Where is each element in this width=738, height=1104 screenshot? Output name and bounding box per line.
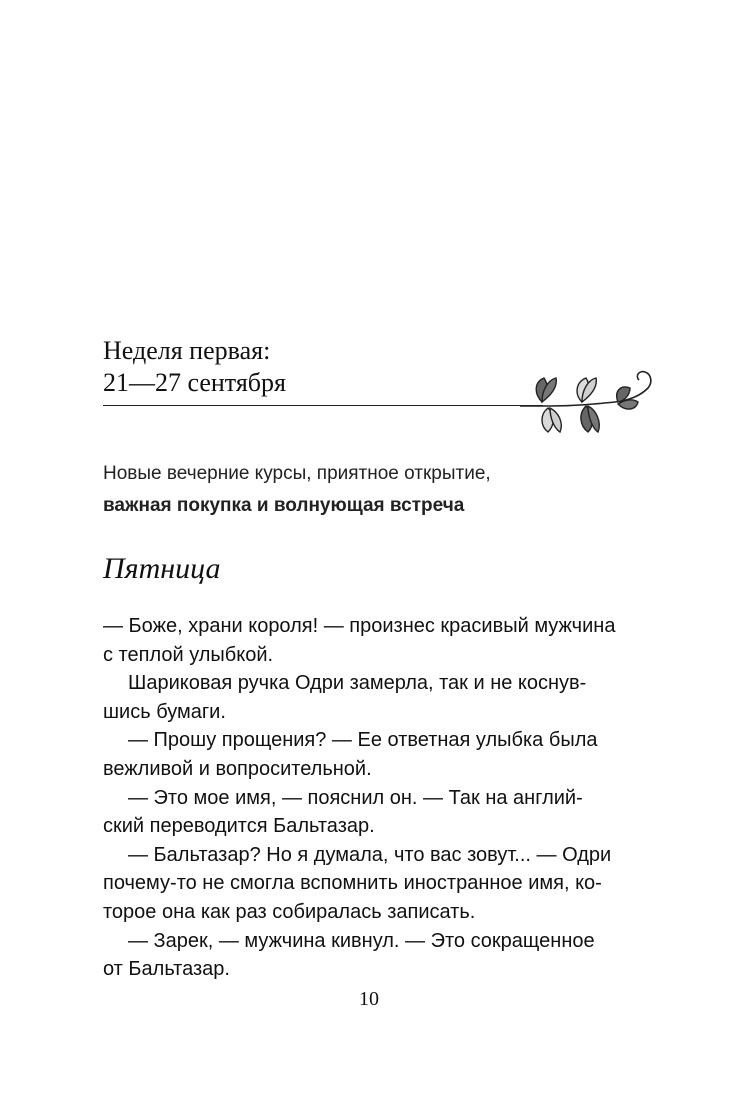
chapter-title-line-1: Неделя первая: [103, 336, 271, 365]
body-line: вежливой и вопросительной. [103, 757, 372, 780]
body-line: Шариковая ручка Одри замерла, так и не коснув- [128, 672, 587, 695]
chapter-subtitle [103, 458, 491, 522]
chapter-title [103, 335, 286, 399]
body-line: — Прошу прощения? — Ее ответная улыбка была [128, 729, 598, 752]
body-line: — Зарек, — мужчина кивнул. — Это сокращенное [128, 929, 595, 952]
body-line: — Это мое имя, — пояснил он. — Так на англий- [128, 786, 583, 809]
body-line: торое она как раз собиралась записать. [103, 900, 476, 923]
chapter-subtitle-line-1: Новые вечерние курсы, приятное открытие, [103, 463, 491, 484]
page-number: 10 [359, 988, 379, 1010]
body-line: ский переводится Бальтазар. [103, 815, 375, 838]
body-line: от Бальтазар. [103, 958, 230, 981]
chapter-title-line-2: 21—27 сентября [103, 368, 286, 397]
chapter-subtitle-line-2: важная покупка и волнующая встреча [103, 495, 465, 516]
leaf-sprig-icon [520, 350, 670, 450]
body-line: почему-то не смогла вспомнить иностранное имя, ко- [103, 872, 602, 895]
body-line: с теплой улыбкой. [103, 643, 274, 666]
day-heading: Пятница [103, 552, 221, 585]
body-text [103, 612, 663, 984]
body-line: шись бумаги. [103, 700, 226, 723]
body-line: — Бальтазар? Но я думала, что вас зовут... — Одри [128, 843, 612, 866]
title-divider [103, 405, 543, 406]
body-line: — Боже, храни короля! — произнес красивый мужчина [103, 615, 616, 637]
